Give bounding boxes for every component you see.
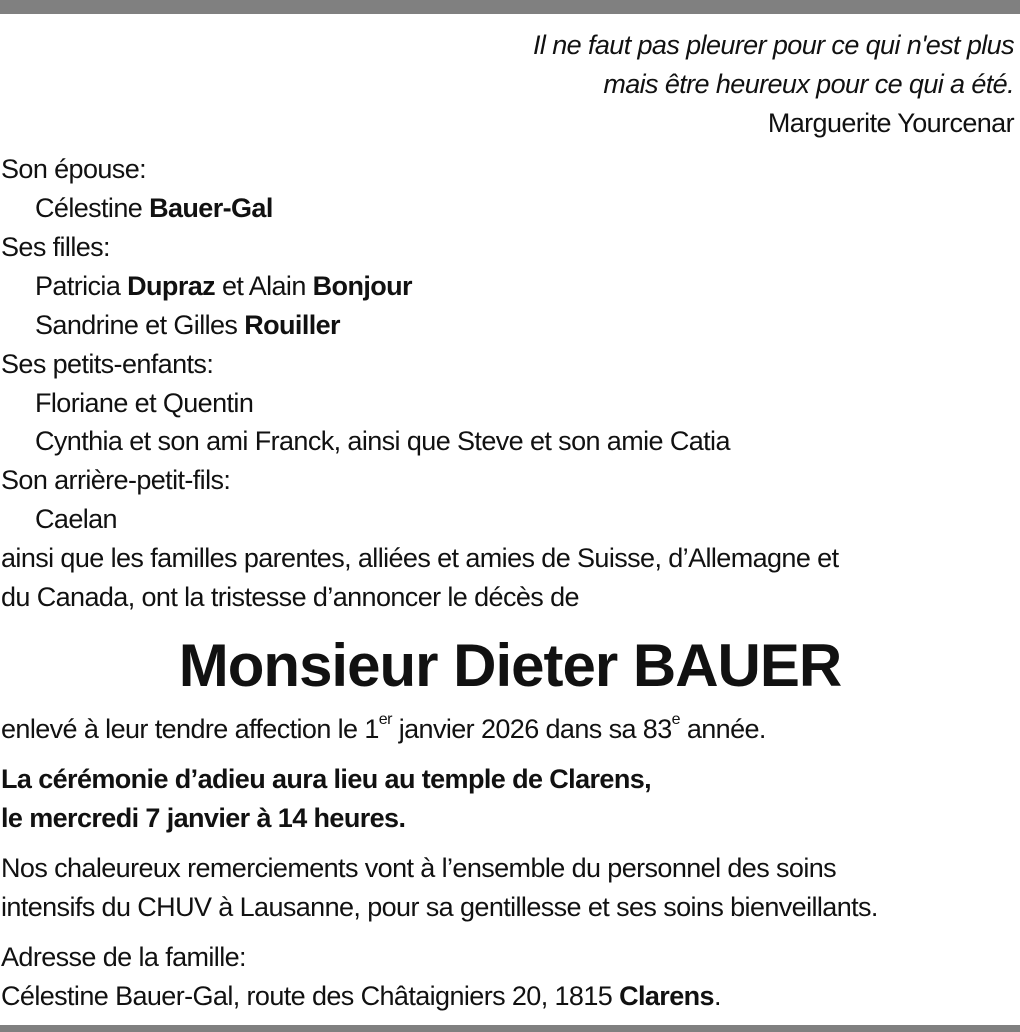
spouse-last-name: Bauer-Gal (149, 193, 273, 223)
bottom-rule (0, 1025, 1020, 1032)
announcement-line-2: du Canada, ont la tristesse d’annoncer le décès de (1, 582, 579, 612)
daughter-2-last: Rouiller (244, 310, 340, 340)
daughter-1 (35, 273, 412, 300)
death-notice-end: année. (679, 714, 766, 744)
daughter-2 (35, 312, 340, 339)
grandchildren-line-1: Floriane et Quentin (35, 388, 254, 418)
daughters-heading: Ses filles: (1, 232, 110, 262)
death-notice (1, 711, 766, 744)
address-street: Célestine Bauer-Gal, route des Châtaigniers 20, 1815 (1, 981, 620, 1011)
daughter-2-first: Sandrine et Gilles (35, 310, 238, 340)
quote-line-2: mais être heureux pour ce qui a été. (603, 69, 1014, 99)
thanks-line-1: Nos chaleureux remerciements vont à l’ensemble du personnel des soins (1, 853, 837, 883)
daughter-1-joiner: et Alain (221, 271, 306, 301)
grandchildren-heading: Ses petits-enfants: (1, 349, 214, 379)
spouse-heading: Son épouse: (1, 154, 147, 184)
great-grandson-heading: Son arrière-petit-fils: (1, 465, 231, 495)
death-notice-start: enlevé à leur tendre affection le 1 (1, 714, 379, 744)
address-end: . (713, 981, 721, 1011)
quote-author: Marguerite Yourcenar (767, 108, 1014, 138)
great-grandson-name: Caelan (35, 504, 117, 534)
daughter-1-last: Dupraz (127, 271, 216, 301)
age-ordinal-suffix: e (671, 711, 680, 728)
spouse-name (35, 195, 273, 222)
quote-line-1: Il ne faut pas pleurer pour ce qui n'est plus (533, 30, 1014, 60)
ceremony-line-2: le mercredi 7 janvier à 14 heures. (1, 803, 406, 833)
address-city: Clarens (619, 981, 714, 1011)
ceremony-line-1: La cérémonie d’adieu aura lieu au temple de Clarens, (1, 764, 652, 794)
daughter-1-partner-last: Bonjour (312, 271, 412, 301)
address-line (1, 983, 721, 1010)
announcement-line-1: ainsi que les familles parentes, alliées et amies de Suisse, d’Allemagne et (1, 543, 839, 573)
death-notice-middle: janvier 2026 dans sa 83 (391, 714, 672, 744)
daughter-1-first: Patricia (35, 271, 121, 301)
spouse-first-name: Célestine (35, 193, 143, 223)
grandchildren-line-2: Cynthia et son ami Franck, ainsi que Steve et son amie Catia (35, 426, 730, 456)
day-ordinal-suffix: er (378, 711, 392, 728)
address-heading: Adresse de la famille: (1, 942, 246, 972)
deceased-name: Monsieur Dieter BAUER (178, 632, 842, 699)
thanks-line-2: intensifs du CHUV à Lausanne, pour sa gentillesse et ses soins bienveillants. (1, 892, 878, 922)
